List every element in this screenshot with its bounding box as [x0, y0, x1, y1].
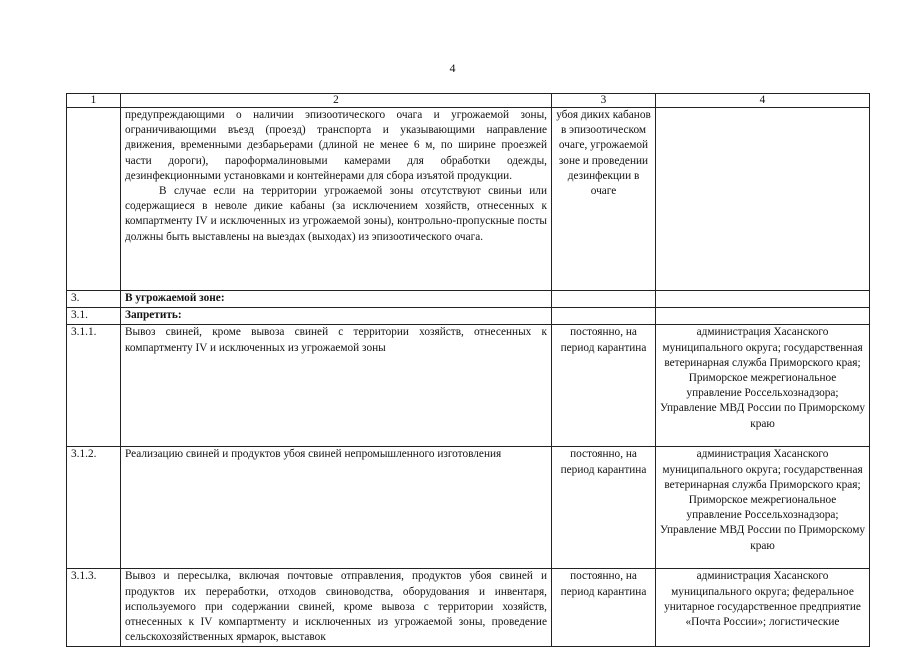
measure-text: Вывоз и пересылка, включая почтовые отправления, продуктов убоя свиней и продуктов их переработки, отходов свиноводства, оборудования и инвентаря, используемого при содержании свиней, кроме вывоза с территории хозяйств, отнесенных к IV компартменту и исключенных из угрожаемой зоны, проведение сельскохозяйственных ярмарок, выставок — [121, 569, 552, 647]
column-number-2: 2 — [121, 94, 552, 108]
continuation-row — [67, 108, 870, 291]
table-row — [67, 569, 870, 647]
column-number-3: 3 — [552, 94, 656, 108]
table-row — [67, 325, 870, 447]
row-number: 3.1.1. — [67, 325, 121, 447]
row-number: 3.1.2. — [67, 447, 121, 569]
row-number: 3.1.3. — [67, 569, 121, 647]
measures-table — [66, 93, 870, 647]
responsible: администрация Хасанского муниципального округа; федеральное унитарное государственное предприятие «Почта России»; логистические — [656, 569, 870, 647]
page-number: 4 — [449, 61, 456, 75]
term-cell: убоя диких кабанов в эпизоотическом очаге, угрожаемой зоне и проведении дезинфекции в очаге — [552, 108, 656, 291]
continuation-paragraph-1: предупреждающими о наличии эпизоотического очага и угрожаемой зоны, ограничивающими въезд (проезд) транспорта и указывающими направление движения, временными дезбарьерами (длиной не менее 6 м, по ширине проезжей части дороги), пароформалиновыми камерами для обработки одежды, дезинфекционными установками и контейнерами для сбора изъятой продукции. — [125, 109, 547, 182]
measure-text-cell — [121, 108, 552, 291]
row-number-cell — [67, 108, 121, 291]
subsection-number: 3.1. — [67, 308, 121, 325]
column-number-1: 1 — [67, 94, 121, 108]
responsible: администрация Хасанского муниципального округа; государственная ветеринарная служба Приморского края; Приморское межрегиональное управление Россельхознадзора; Управление МВД России по Приморскому краю — [656, 325, 870, 447]
subsection-row — [67, 308, 870, 325]
section-title: В угрожаемой зоне: — [121, 291, 552, 308]
term: постоянно, на период карантина — [552, 569, 656, 647]
section-number: 3. — [67, 291, 121, 308]
section-row — [67, 291, 870, 308]
term: постоянно, на период карантина — [552, 447, 656, 569]
table-row — [67, 447, 870, 569]
measure-text: Вывоз свиней, кроме вывоза свиней с территории хозяйств, отнесенных к компартменту IV и исключенных из угрожаемой зоны — [121, 325, 552, 447]
continuation-paragraph-2: В случае если на территории угрожаемой зоны отсутствуют свиньи или содержащиеся в неволе дикие кабаны (за исключением хозяйств, отнесенных к компартменту IV и исключенных из угрожаемой зоны), контрольно-пропускные посты должны быть выставлены на выездах (выходах) из эпизоотического очага. — [125, 185, 547, 243]
term: постоянно, на период карантина — [552, 325, 656, 447]
column-number-4: 4 — [656, 94, 870, 108]
responsible: администрация Хасанского муниципального округа; государственная ветеринарная служба Приморского края; Приморское межрегиональное управление Россельхознадзора; Управление МВД России по Приморскому краю — [656, 447, 870, 569]
subsection-title: Запретить: — [121, 308, 552, 325]
measure-text: Реализацию свиней и продуктов убоя свиней непромышленного изготовления — [121, 447, 552, 569]
column-number-row — [67, 94, 870, 108]
responsible-cell — [656, 108, 870, 291]
